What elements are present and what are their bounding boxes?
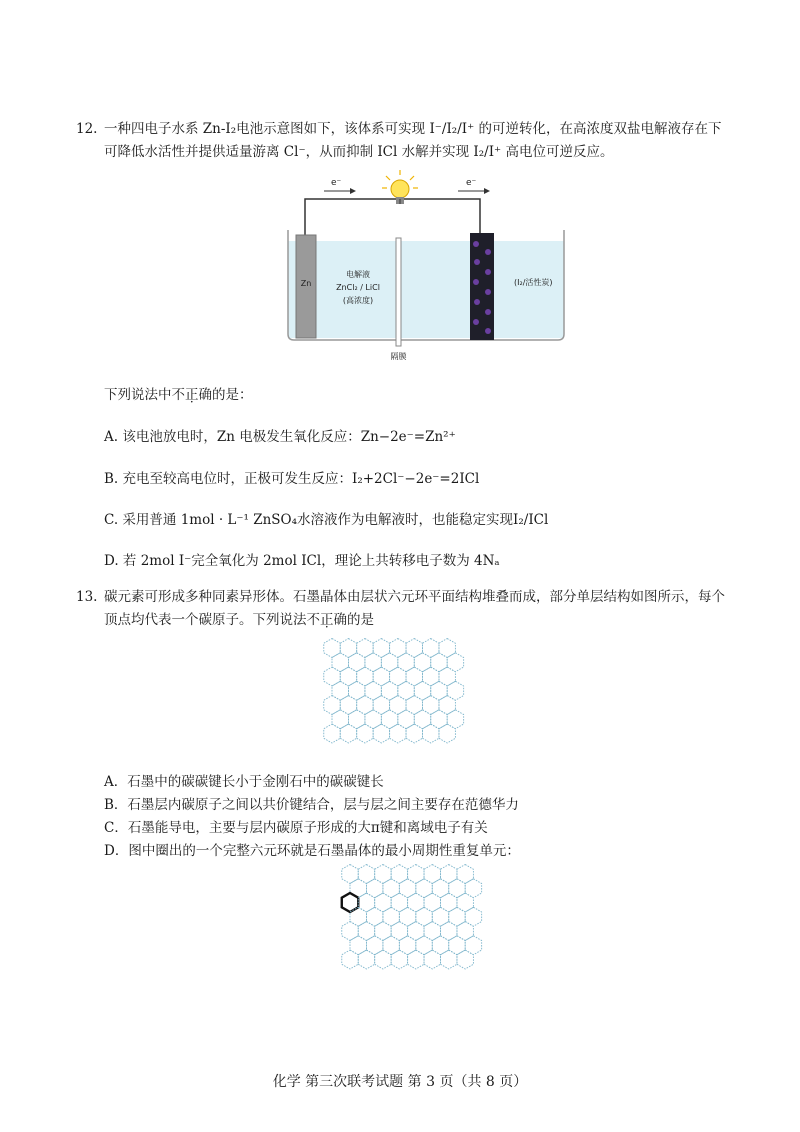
graphene-lattice-figure xyxy=(320,636,480,754)
carbon-ring xyxy=(457,950,473,969)
carbon-ring xyxy=(357,724,373,743)
carbon-ring xyxy=(373,724,389,743)
membrane xyxy=(396,238,401,346)
carbon-ring xyxy=(375,950,391,969)
electron-label-left: e⁻ xyxy=(331,178,342,188)
carbon-ring xyxy=(424,950,440,969)
zn-label: Zn xyxy=(300,279,312,288)
q13-stem-line2 xyxy=(104,610,374,630)
q12-option-b[interactable]: B. 充电至较高电位时，正极可发生反应：I₂+2Cl⁻−2e⁻=2ICl xyxy=(104,471,480,487)
carbon-ring xyxy=(390,724,406,743)
graphene-highlighted-ring-figure xyxy=(338,862,498,980)
q13-option-c[interactable]: C．石墨能导电，主要与层内碳原子形成的大π键和离域电子有关 xyxy=(104,820,488,836)
page-footer: 化学 第三次联考试题 第 3 页（共 8 页） xyxy=(272,1074,528,1090)
carbon-ring xyxy=(391,950,407,969)
q12-prompt-emphasis: 不正确 xyxy=(171,387,212,403)
electrolyte-label-3: (高浓度) xyxy=(342,296,374,305)
electrolyte-label-2: ZnCl₂ / LiCl xyxy=(336,283,380,292)
q13-stem-line1: 碳元素可形成多种同素异形体。石墨晶体由层状六元环平面结构堆叠而成，部分单层结构如图所示，每个 xyxy=(104,589,725,605)
q12-number: 12. xyxy=(76,121,98,137)
q13-stem-pre: 顶点均代表一个碳原子。下列说法 xyxy=(104,612,307,628)
q12-option-c[interactable]: C. 采用普通 1mol · L⁻¹ ZnSO₄水溶液作为电解液时，也能稳定实现I₂/ICl xyxy=(104,512,549,528)
q12-option-a[interactable]: A. 该电池放电时，Zn 电极发生氧化反应：Zn−2e⁻=Zn²⁺ xyxy=(104,429,456,445)
q12-option-d[interactable]: D. 若 2mol I⁻完全氧化为 2mol ICl，理论上共转移电子数为 4Nₐ xyxy=(104,553,500,569)
q13-stem-emphasis: 不正确 xyxy=(306,612,347,628)
q13-option-d[interactable]: D．图中圈出的一个完整六元环就是石墨晶体的最小周期性重复单元： xyxy=(104,843,520,859)
q13-option-b[interactable]: B．石墨层内碳原子之间以共价键结合，层与层之间主要存在范德华力 xyxy=(104,797,519,813)
electrolyte-solution xyxy=(288,241,564,338)
q12-prompt-pre: 下列说法中 xyxy=(104,387,172,403)
carbon-ring xyxy=(408,950,424,969)
q12-stem-line2: 可降低水活性并提供适量游离 Cl⁻，从而抑制 ICl 水解并实现 I₂/I⁺ 高电位可逆反应。 xyxy=(104,144,614,160)
q13-number: 13. xyxy=(76,589,98,605)
carbon-ring xyxy=(439,724,455,743)
q13-stem-post: 的是 xyxy=(347,612,374,628)
electron-label-right: e⁻ xyxy=(466,178,477,188)
membrane-label: 隔膜 xyxy=(390,352,407,361)
battery-diagram xyxy=(270,168,580,368)
carbon-ring xyxy=(406,724,422,743)
carbon-ring xyxy=(324,724,340,743)
q12-prompt-post: 的是： xyxy=(212,387,253,403)
q13-option-a[interactable]: A．石墨中的碳碳键长小于金刚石中的碳碳键长 xyxy=(104,774,384,790)
carbon-ring xyxy=(423,724,439,743)
cathode-label: (I₂/活性炭) xyxy=(514,278,553,287)
external-circuit-wire xyxy=(305,199,480,236)
iodine-carbon-electrode xyxy=(470,233,494,340)
q12-stem-line1: 一种四电子水系 Zn-I₂电池示意图如下，该体系可实现 I⁻/I₂/I⁺ 的可逆转化，在高浓度双盐电解液存在下 xyxy=(104,121,722,137)
carbon-ring xyxy=(358,950,374,969)
q12-prompt xyxy=(104,385,253,405)
electrolyte-label-1: 电解液 xyxy=(346,270,370,279)
carbon-ring xyxy=(441,950,457,969)
carbon-ring xyxy=(340,724,356,743)
carbon-ring xyxy=(342,950,358,969)
